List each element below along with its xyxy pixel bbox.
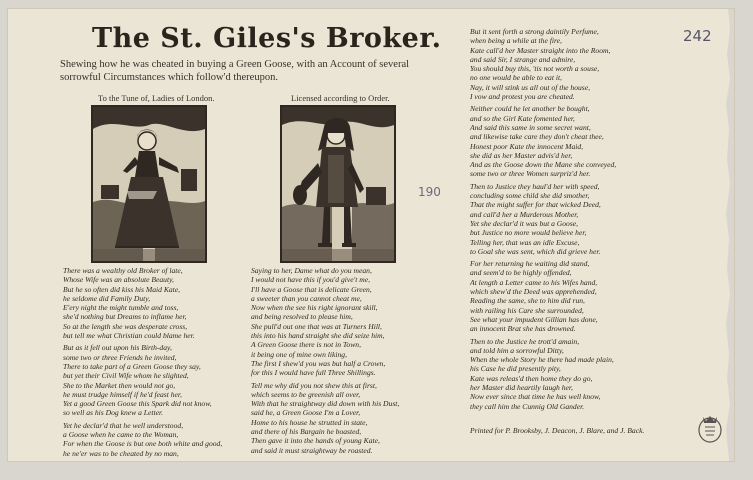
verse-line: That the might suffer for that wicked Deed, [470, 200, 601, 210]
woman-woodcut-icon [91, 105, 207, 263]
verse-line: Saying to her, Dame what do you mean, [251, 266, 372, 275]
shelf-mark: 242 [683, 27, 712, 45]
verse-line: and being resolved to please him, [251, 312, 353, 322]
verse-line: which shew'd the Deed was apprehended, [470, 287, 597, 297]
verse-line: but tell me what Christian could blame her. [63, 331, 195, 341]
verse-line: And said this same in some secret want, [470, 122, 591, 132]
verse-line: and call'd her a Murderous Mother, [470, 209, 579, 219]
verse-line: She to the Market then would not go, [63, 380, 176, 390]
verse-column-3 [470, 27, 670, 411]
verse-line: Nay, it will stink us all out of the house, [470, 82, 591, 92]
ballad-subtitle: Shewing how he was cheated in buying a Green Goose, with an Account of several sorrowful Circumstances which follow'd thereupon. [60, 59, 410, 83]
license-line: Licensed according to Order. [291, 93, 390, 103]
verse-line: Yet a good Green Goose this Spark did not know, [63, 399, 212, 409]
verse-line: For when the Goose is but one both white and good, [63, 439, 223, 449]
verse-line: For her returning he waiting did stand, [470, 259, 590, 269]
verse-line: But as it fell out upon his Birth-day, [63, 343, 172, 353]
verse-line: Telling her, that was an idle Excuse, [470, 237, 580, 247]
verse-line: A Green Goose there is not in Town, [251, 340, 361, 350]
imprint-line: Printed for P. Brooksby, J. Deacon, J. Blare, and J. Back. [470, 426, 645, 435]
verse-line: he ne'er was to be cheated by no man, [63, 448, 179, 458]
verse-line: Whose Wife was an absolute Beauty, [63, 275, 174, 285]
tune-line: To the Tune of, Ladies of London. [98, 93, 215, 103]
man-woodcut-icon [280, 105, 396, 263]
verse-column-1 [63, 266, 243, 458]
verse-line: Now ever since that time he has well know, [470, 392, 601, 402]
verse-line: Home to his house he strutted in state, [251, 417, 368, 427]
verse-line: when being a while at the fire, [470, 36, 562, 46]
verse-line: I vow and protest you are cheated. [470, 92, 575, 102]
verse-line: his Case he did presently pity, [470, 364, 561, 374]
verse-line: she did as her Master advis'd her, [470, 150, 573, 160]
verse-line: and said it must straightway be roasted. [251, 445, 373, 455]
verse-line: he must trudge himself if he'd feast her, [63, 389, 182, 399]
verse-line: her Master did heartily laugh her, [470, 382, 573, 392]
pencil-number: 190 [418, 185, 441, 199]
verse-line: he seldome did Family Duty, [63, 293, 151, 303]
verse-line: Neither could he let another be bought, [470, 104, 590, 114]
verse-line: a Goose when he came to the Woman, [63, 430, 179, 440]
verse-line: but yet their Civil Wife whom he slighted, [63, 371, 189, 381]
verse-line: There to take part of a Green Goose they say, [63, 361, 201, 371]
verse-line: I would not have this if you'd give't me, [251, 275, 371, 285]
verse-line: and told him a sorrowful Ditty, [470, 345, 564, 355]
verse-line: to Goal she was sent, which did grieve her. [470, 246, 601, 256]
verse-line: Yet she declar'd it was but a Goose, [470, 218, 579, 228]
verse-line: an innocent Brat she has drowned. [470, 324, 576, 334]
ballad-title: The St. Giles's Broker. [92, 23, 442, 54]
verse-line: some two or three Friends he invited, [63, 352, 177, 362]
verse-line: At length a Letter came to his Wifes hand, [470, 277, 598, 287]
torn-edge [720, 9, 734, 461]
verse-line: Then gave it into the hands of young Kate, [251, 436, 380, 446]
verse-line: and seem'd to be highly offended, [470, 268, 572, 278]
verse-line: You should buy this, 'tis not worth a souse, [470, 64, 600, 74]
broadside-sheet [8, 9, 734, 461]
verse-line: they call him the Cunnig Old Gander. [470, 401, 585, 411]
verse-line: no one would be able to eat it, [470, 73, 562, 83]
verse-line: She pull'd out one that was at Turners Hill, [251, 321, 382, 331]
verse-line: Yet he declar'd that he well understood, [63, 420, 184, 430]
verse-line: so well as his Dog knew a Letter. [63, 408, 163, 418]
verse-line: But he so often did kiss his Maid Kate, [63, 284, 181, 294]
verse-line: Reading the same, she to him did run, [470, 296, 585, 306]
verse-line: See what your impudent Gillian has done, [470, 314, 598, 324]
verse-line: it being one of mine own liking, [251, 349, 347, 359]
verse-line: And as the Goose down the Mane she conveyed, [470, 160, 617, 170]
verse-line: some two or three Women surpriz'd her. [470, 169, 591, 179]
verse-line: Then to Justice they haul'd her with speed, [470, 181, 600, 191]
verse-line: a sweeter than you cannot cheat me, [251, 293, 362, 303]
verse-line: and likewise take care they don't cheat thee, [470, 132, 604, 142]
verse-line: and there of his Bargain he boasted, [251, 427, 362, 437]
verse-line: When the whole Story he there had made plain, [470, 355, 614, 365]
verse-line: Honest poor Kate the innocent Maid, [470, 141, 584, 151]
verse-line: and so the Girl Kate fomented her, [470, 113, 575, 123]
verse-line: she'd nothing but Dreams to inflame her, [63, 312, 187, 322]
verse-line: But it sent forth a strong daintily Perfume, [470, 27, 599, 36]
verse-line: I'll have a Goose that is delicate Green, [251, 284, 372, 294]
verse-line: Kate was releas'd then home they do go, [470, 373, 593, 383]
verse-line: Kate call'd her Master straight into the Room, [470, 45, 611, 55]
verse-line: concluding some child she did smother, [470, 191, 590, 201]
verse-line: Now when the see his right ignorant skill, [251, 303, 378, 313]
verse-line: Tell me why did you not shew this at first, [251, 380, 377, 390]
verse-line: with railing his Care she surrounded, [470, 305, 584, 315]
verse-line: but Justice no more would believe her, [470, 228, 587, 238]
verse-line: Then to the Justice he trott'd amain, [470, 336, 580, 346]
verse-line: this into his hand straight she did seize him, [251, 331, 385, 341]
verse-line: With that he straightway did down with his Dust, [251, 399, 400, 409]
verse-line: for this I would have full Three Shillings. [251, 368, 376, 378]
verse-line: There was a wealthy old Broker of late, [63, 266, 183, 275]
verse-line: said he, a Green Goose I'm a Lover, [251, 408, 361, 418]
library-stamp-icon [697, 413, 723, 443]
verse-line: E'ery night the might tumble and toss, [63, 303, 179, 313]
verse-line: So at the length she was desperate cross, [63, 321, 188, 331]
verse-line: The first I shew'd you was but half a Crown, [251, 358, 386, 368]
verse-line: and said Sir, I strange and admire, [470, 54, 576, 64]
verse-line: which seems to be greenish all over, [251, 389, 361, 399]
verse-column-2 [251, 266, 449, 455]
